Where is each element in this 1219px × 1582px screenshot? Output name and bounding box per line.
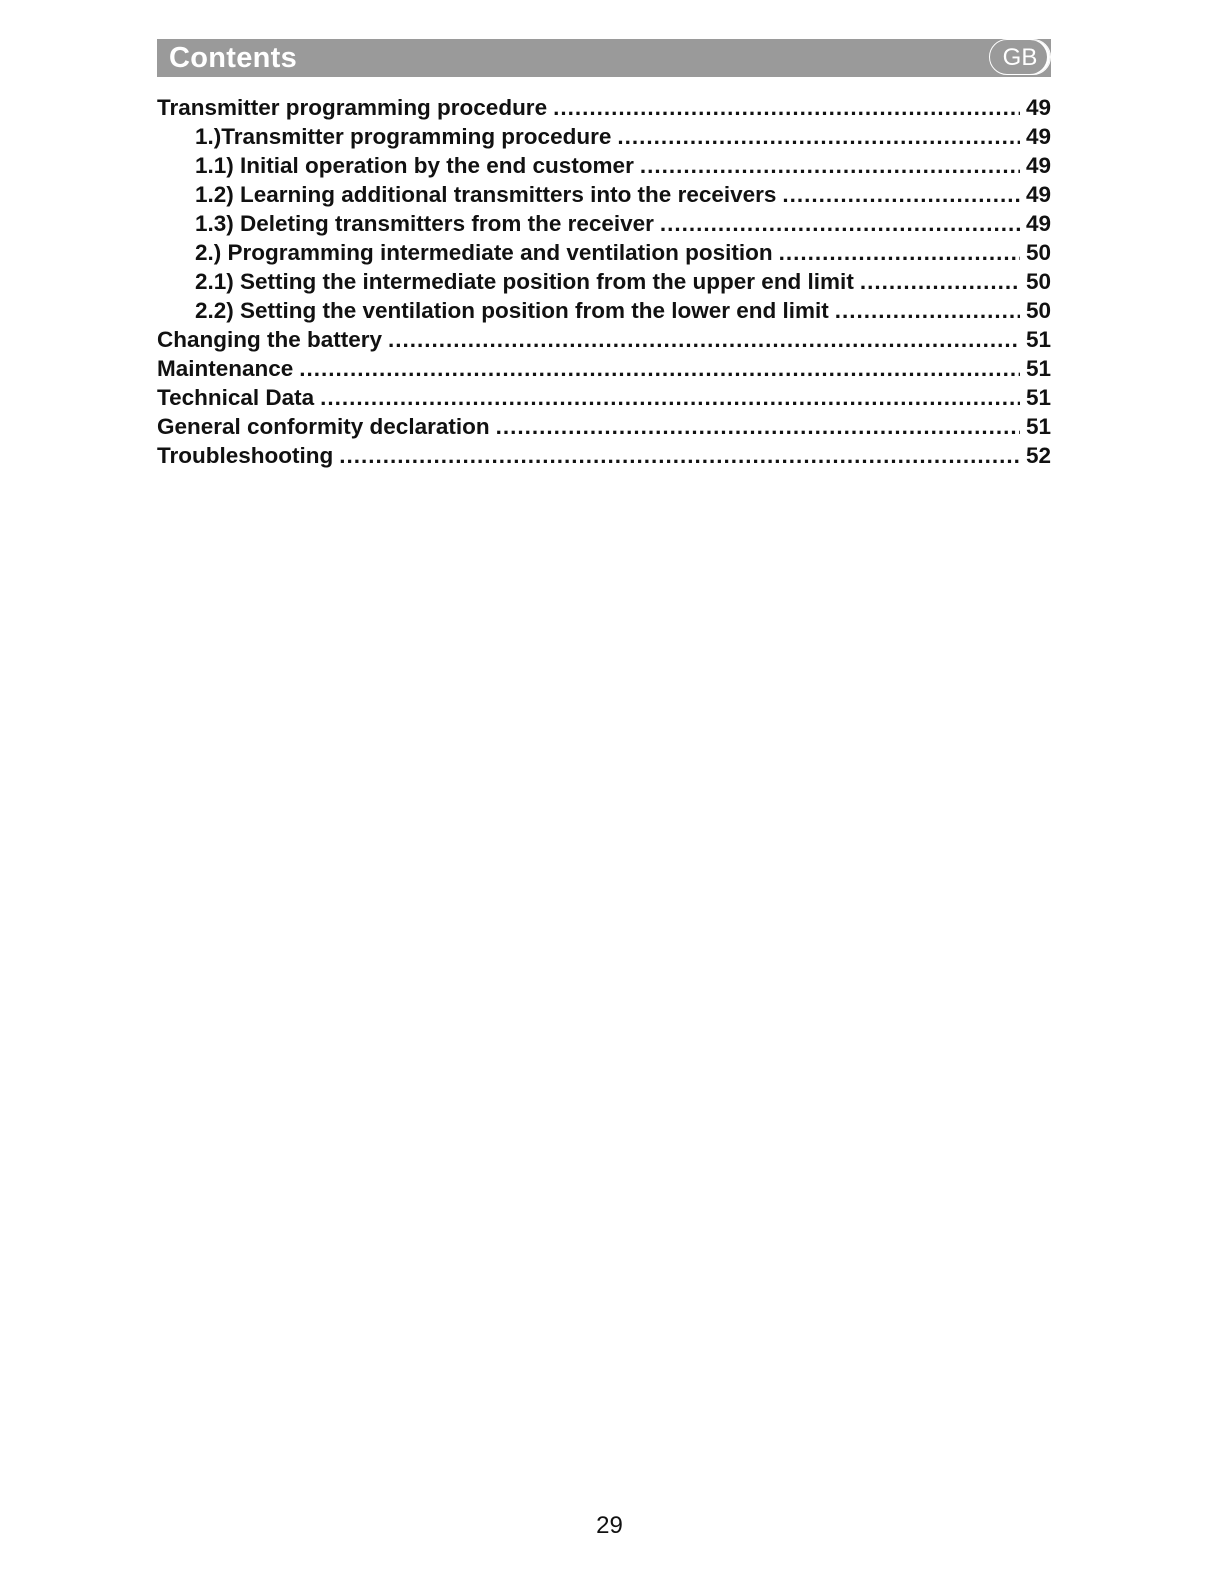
toc-dot-leader (617, 122, 1020, 151)
toc-entry-label: 2.) Programming intermediate and ventilation position (195, 240, 773, 265)
toc-entry-transmitter-programming-procedure[interactable] (157, 93, 1051, 122)
toc-entry-2-1-setting-intermediate-position[interactable] (157, 267, 1051, 296)
toc-entry-maintenance[interactable] (157, 354, 1051, 383)
toc-entry-2-2-setting-ventilation-position[interactable] (157, 296, 1051, 325)
toc-dot-leader (660, 209, 1020, 238)
toc-entry-changing-the-battery[interactable] (157, 325, 1051, 354)
toc-entry-label: Troubleshooting (157, 443, 334, 468)
toc-entry-1-3-deleting-transmitters[interactable] (157, 209, 1051, 238)
toc-entry-1-1-initial-operation[interactable] (157, 151, 1051, 180)
toc-entry-technical-data[interactable] (157, 383, 1051, 412)
toc-dot-leader (782, 180, 1020, 209)
toc-entry-page: 50 (1025, 240, 1051, 265)
toc-entry-label: 2.1) Setting the intermediate position from the upper end limit (195, 269, 854, 294)
table-of-contents (157, 93, 1051, 470)
toc-entry-label: Maintenance (157, 356, 294, 381)
toc-entry-page: 51 (1025, 385, 1051, 410)
toc-dot-leader (835, 296, 1020, 325)
toc-dot-leader (299, 354, 1020, 383)
toc-dot-leader (553, 93, 1020, 122)
toc-dot-leader (388, 325, 1020, 354)
toc-entry-label: 1.3) Deleting transmitters from the receiver (195, 211, 654, 236)
toc-entry-label: 2.2) Setting the ventilation position from the lower end limit (195, 298, 829, 323)
toc-entry-label: Technical Data (157, 385, 315, 410)
toc-entry-page: 51 (1025, 327, 1051, 352)
toc-entry-page: 50 (1025, 298, 1051, 323)
toc-entry-label: 1.)Transmitter programming procedure (195, 124, 612, 149)
toc-dot-leader (779, 238, 1020, 267)
toc-entry-1-2-learning-additional-transmitters[interactable] (157, 180, 1051, 209)
toc-entry-troubleshooting[interactable] (157, 441, 1051, 470)
page-title: Contents (169, 42, 298, 74)
toc-entry-label: 1.1) Initial operation by the end customer (195, 153, 634, 178)
toc-dot-leader (496, 412, 1020, 441)
toc-entry-page: 49 (1025, 124, 1051, 149)
toc-entry-label: General conformity declaration (157, 414, 490, 439)
toc-dot-leader (860, 267, 1020, 296)
toc-entry-2-programming-intermediate-ventilation[interactable] (157, 238, 1051, 267)
toc-entry-label: 1.2) Learning additional transmitters into the receivers (195, 182, 777, 207)
toc-entry-page: 49 (1025, 95, 1051, 120)
toc-entry-page: 49 (1025, 182, 1051, 207)
toc-entry-label: Changing the battery (157, 327, 383, 352)
toc-entry-page: 49 (1025, 211, 1051, 236)
toc-entry-general-conformity-declaration[interactable] (157, 412, 1051, 441)
footer-page-number: 29 (596, 1512, 623, 1539)
language-badge: GB (989, 39, 1051, 75)
toc-entry-page: 50 (1025, 269, 1051, 294)
toc-entry-page: 51 (1025, 356, 1051, 381)
toc-dot-leader (640, 151, 1020, 180)
toc-entry-page: 49 (1025, 153, 1051, 178)
toc-entry-label: Transmitter programming procedure (157, 95, 548, 120)
toc-entry-page: 51 (1025, 414, 1051, 439)
toc-entry-1-transmitter-programming-procedure[interactable] (157, 122, 1051, 151)
contents-header-bar (157, 39, 1051, 77)
toc-entry-page: 52 (1025, 443, 1051, 468)
toc-dot-leader (320, 383, 1020, 412)
toc-dot-leader (339, 441, 1020, 470)
